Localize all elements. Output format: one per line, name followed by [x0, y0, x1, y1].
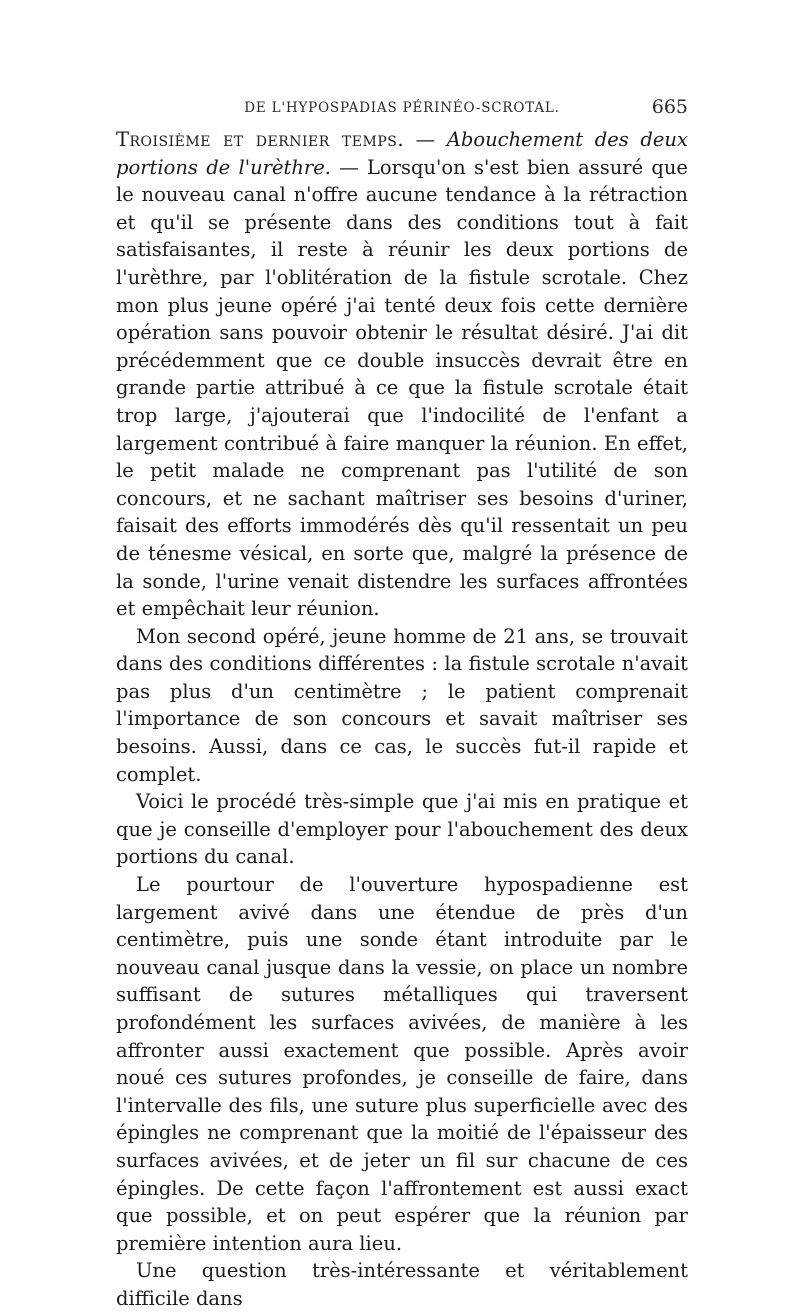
page-number: 665: [651, 96, 688, 118]
paragraph-4: Le pourtour de l'ouverture hypospadienne est largement avivé dans une étendue de près d'un centimètre, puis une sonde étant introduite par le nouveau canal jusque dans la vessie, on place un nombre suffisant de sutures métalliques qui traversent profondément les surfaces avivées, de manière à les affronter aussi exactement que possible. Après avoir noué ces sutures profondes, je conseille de faire, dans l'intervalle des fils, une suture plus superficielle avec des épingles ne comprenant que la moitié de l'épaisseur des surfaces avivées, et de jeter un fil sur chacune de ces épingles. De cette façon l'affrontement est aussi exact que possible, et on peut espérer que la réunion par première intention aura lieu.: [116, 873, 688, 1255]
section-heading: Troisième et dernier temps.: [116, 128, 405, 151]
section-paragraph: [116, 126, 688, 623]
paragraph-3: Voici le procédé très-simple que j'ai mis en pratique et que je conseille d'employer pour l'abouchement des deux portions du canal.: [116, 790, 688, 869]
paragraph-2: Mon second opéré, jeune homme de 21 ans, se trouvait dans des conditions différentes : la fistule scrotale n'avait pas plus d'un centimètre ; le patient comprenait l'importance de son concours et savait maîtriser ses besoins. Aussi, dans ce cas, le succès fut-il rapide et complet.: [116, 624, 688, 786]
running-title: DE L'HYPOSPADIAS PÉRINÉO-SCROTAL.: [244, 100, 560, 116]
running-head: [116, 96, 688, 126]
section-dash-2: —: [330, 155, 367, 179]
paragraph-1: Lorsqu'on s'est bien assuré que le nouveau canal n'offre aucune tendance à la rétraction et qu'il se présente dans des conditions tout à fait satisfaisantes, il reste à réunir les deux portions de l'urèthre, par l'oblitération de la fistule scrotale. Chez mon plus jeune opéré j'ai tenté deux fois cette dernière opération sans pouvoir obtenir le résultat désiré. J'ai dit précédemment que ce double insuccès devrait être en grande partie attribué à ce que la fistule scrotale était trop large, j'ajouterai que l'indocilité de l'enfant a largement contribué à faire manquer la réunion. En effet, le petit malade ne comprenant pas l'utilité de son concours, et ne sachant maîtriser ses besoins d'uriner, faisait des efforts immodérés dès qu'il ressentait un peu de ténesme vésical, en sorte que, malgré la présence de la sonde, l'urine venait distendre les surfaces affrontées et empêchait leur réunion.: [116, 155, 688, 621]
paragraph-5: Une question très-intéressante et véritablement difficile dans: [116, 1259, 688, 1310]
book-page: [116, 96, 688, 1313]
section-subtitle: Abouchement des deux portions de l'urèthre.: [116, 128, 688, 179]
section-dash: —: [404, 128, 447, 151]
body-text: [116, 126, 688, 1313]
